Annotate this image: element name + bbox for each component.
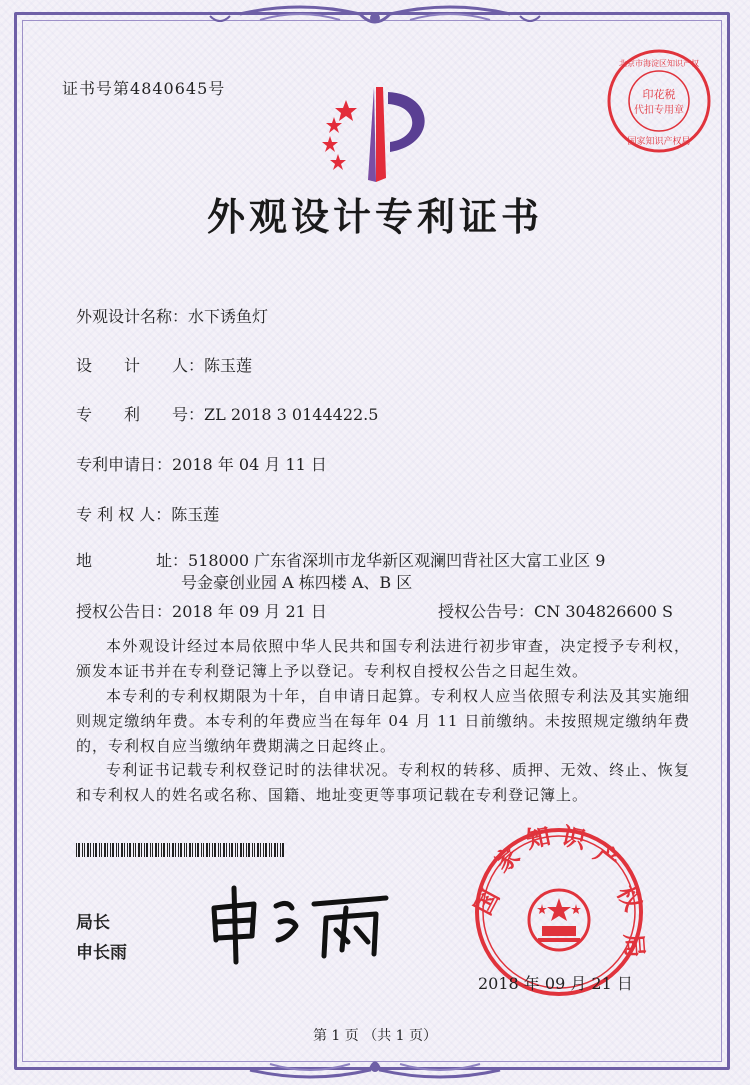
certificate-number-suffix: 号 — [208, 79, 226, 98]
grant-number-value: CN 304826600 S — [534, 602, 674, 621]
bottom-ornament — [0, 1040, 750, 1085]
certificate-number-label: 证书号第 — [62, 79, 131, 98]
patent-office-logo — [310, 82, 450, 182]
address-row — [76, 548, 605, 571]
certificate-number — [62, 76, 225, 99]
paragraph-3: 专利证书记载专利权登记时的法律状况。专利权的转移、质押、无效、终止、恢复和专利权人的姓名或名称、国籍、地址变更等事项记载在专利登记簿上。 — [76, 761, 690, 804]
seal-char-4: 识 — [559, 821, 589, 855]
patentee-label: 专 利 权 人： — [76, 505, 172, 524]
seal-char-6: 权 — [611, 881, 648, 916]
patentee-row — [76, 502, 219, 525]
filing-date-label: 专利申请日： — [76, 455, 173, 474]
address-label: 地 址： — [76, 551, 189, 570]
signature-name: 申长雨 — [76, 943, 127, 963]
patent-number-label: 专 利 号： — [76, 405, 205, 424]
address-line2: 号金豪创业园 A 栋四楼 A、B 区 — [181, 573, 413, 592]
barcode — [76, 843, 286, 857]
handwritten-signature — [196, 878, 396, 968]
patent-number-value: ZL 2018 3 0144422.5 — [204, 405, 379, 424]
page-footer: 第 1 页 （共 1 页） — [312, 1028, 438, 1044]
patent-number-row — [76, 402, 378, 425]
seal-char-7: 局 — [619, 932, 649, 959]
signature-title: 局长 — [76, 913, 110, 933]
grant-number-row — [438, 599, 673, 622]
design-name-value: 水下诱鱼灯 — [188, 307, 269, 326]
design-name-row — [76, 304, 268, 327]
certificate-number-value: 4840645 — [130, 79, 209, 98]
certificate-title: 外观设计专利证书 — [206, 194, 543, 239]
designer-row — [76, 353, 252, 376]
seal-char-2: 家 — [488, 841, 526, 879]
grant-date-row — [76, 599, 327, 622]
grant-number-label: 授权公告号： — [438, 602, 535, 621]
seal-char-5: 产 — [588, 839, 626, 877]
agent-seal — [604, 46, 714, 156]
design-name-label: 外观设计名称： — [76, 307, 189, 326]
agent-seal-bottom-text: 国家知识产权局 — [627, 137, 691, 147]
seal-emblem — [529, 890, 589, 950]
top-ornament — [0, 0, 750, 50]
seal-date: 2018 年 09 月 21 日 — [478, 974, 633, 993]
agent-seal-inner-line1: 印花税 — [642, 88, 676, 101]
agent-seal-inner-line2: 代扣专用章 — [634, 105, 684, 116]
paragraph-2: 本专利的专利权期限为十年，自申请日起算。专利权人应当依照专利法及其实施细则规定缴纳年费。本专利的年费应当在每年 04 月 11 日前缴纳。未按照规定缴纳年费的，专利权自应当缴纳年费期满之日起终止。 — [76, 687, 690, 755]
patentee-value: 陈玉莲 — [171, 505, 220, 524]
filing-date-value: 2018 年 04 月 11 日 — [172, 455, 327, 474]
address-line1: 518000 广东省深圳市龙华新区观澜凹背社区大富工业区 9 — [188, 551, 606, 570]
designer-value: 陈玉莲 — [204, 356, 253, 375]
designer-label: 设 计 人： — [76, 356, 205, 375]
paragraph-1: 本外观设计经过本局依照中华人民共和国专利法进行初步审查，决定授予专利权，颁发本证书并在专利登记簿上予以登记。专利权自授权公告之日起生效。 — [76, 637, 690, 680]
filing-date-row — [76, 452, 327, 475]
seal-char-3: 知 — [523, 821, 553, 855]
grant-date-label: 授权公告日： — [76, 602, 173, 621]
agent-seal-ring-text: 北京市海淀区知识产权 — [619, 59, 699, 68]
grant-date-value: 2018 年 09 月 21 日 — [172, 602, 327, 621]
seal-char-1: 国 — [468, 885, 505, 920]
